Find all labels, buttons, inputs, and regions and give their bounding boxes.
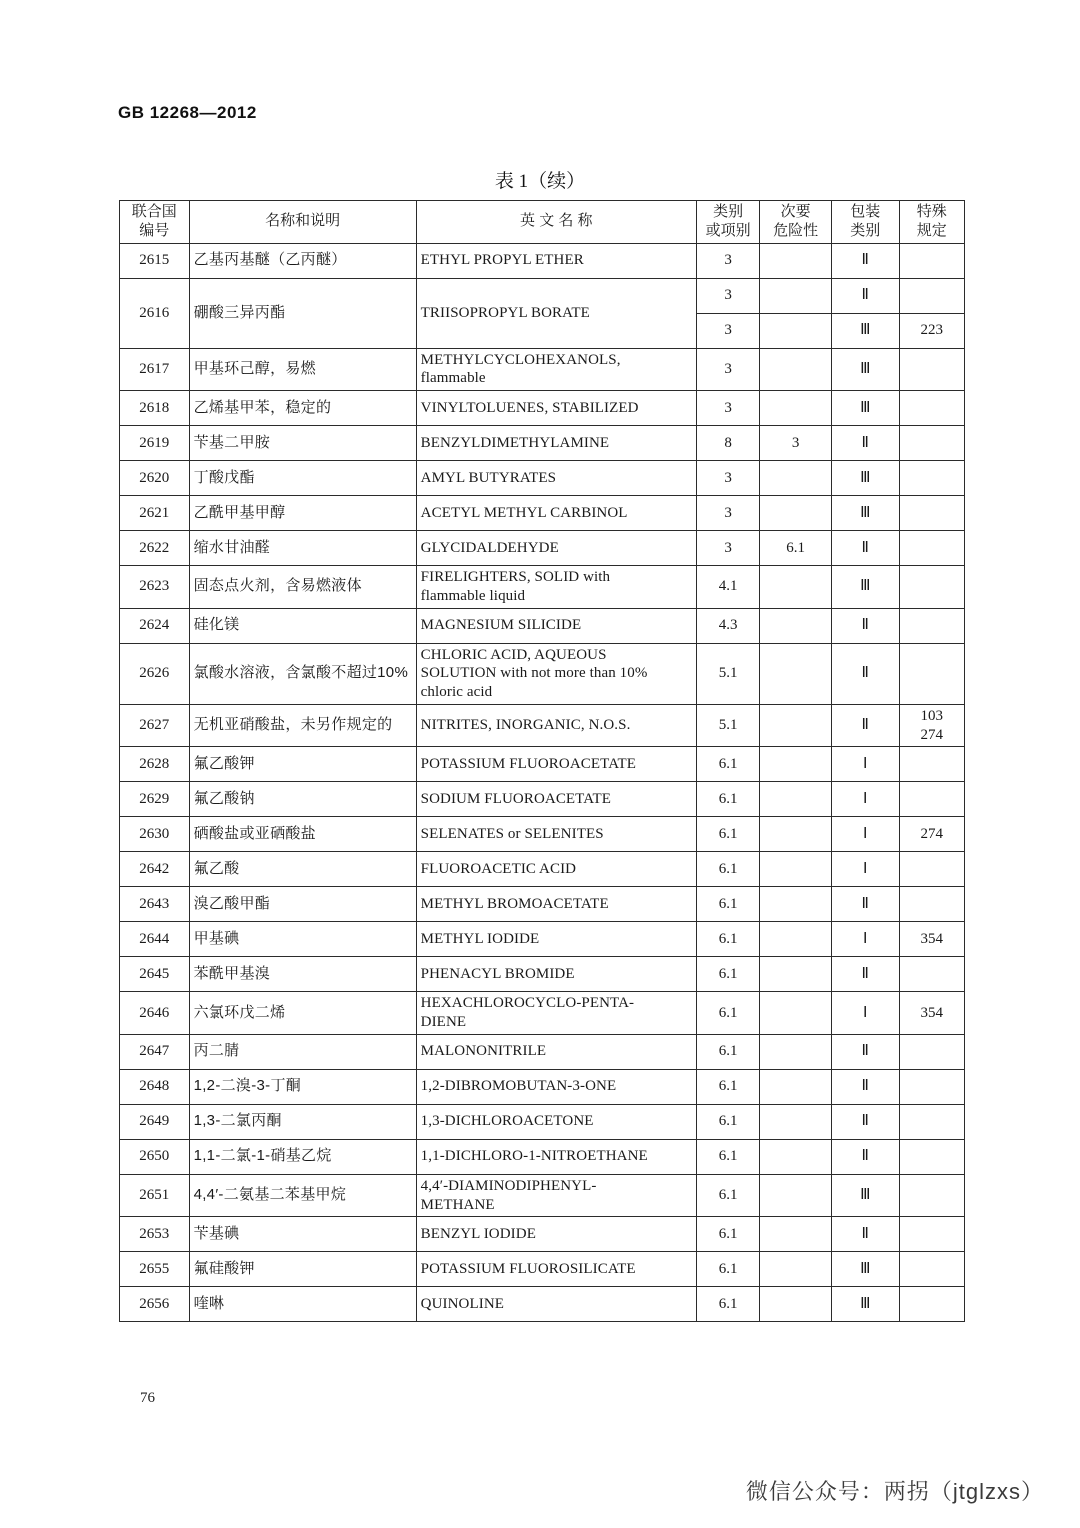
cell-un-number: 2630 — [120, 817, 190, 852]
cell-packing-group: Ⅱ — [831, 278, 899, 313]
cell-packing-group: Ⅲ — [831, 348, 899, 391]
cell-special-provisions: 354 — [899, 992, 965, 1035]
cell-un-number: 2656 — [120, 1287, 190, 1322]
column-header-special-provisions-line1: 特殊 — [916, 203, 947, 220]
cell-name-en-line1: HEXACHLOROCYCLO-PENTA- — [420, 995, 635, 1012]
table-row — [120, 922, 965, 957]
column-header-special-provisions — [899, 201, 965, 244]
column-header-packing-group-line2: 类别 — [850, 221, 881, 239]
cell-class: 6.1 — [696, 1069, 759, 1104]
table-header-row — [120, 201, 965, 244]
cell-un-number: 2615 — [120, 243, 190, 278]
cell-subsidiary-risk — [760, 1217, 832, 1252]
cell-name-en-line2: flammable liquid — [420, 587, 526, 604]
cell-special-provisions — [899, 243, 965, 278]
cell-special-provisions — [899, 496, 965, 531]
cell-name-cn: 1,2-二溴-3-丁酮 — [189, 1069, 416, 1104]
cell-class: 3 — [696, 531, 759, 566]
cell-class: 6.1 — [696, 922, 759, 957]
cell-name-en-line1: 4,4′-DIAMINODIPHENYL- — [420, 1177, 597, 1194]
cell-class: 6.1 — [696, 747, 759, 782]
cell-name-cn: 苯酰甲基溴 — [189, 957, 416, 992]
table-row — [120, 817, 965, 852]
cell-class: 6.1 — [696, 1287, 759, 1322]
cell-class: 6.1 — [696, 1252, 759, 1287]
cell-name-cn: 无机亚硝酸盐，未另作规定的 — [189, 704, 416, 747]
cell-name-cn: 六氯环戊二烯 — [189, 992, 416, 1035]
cell-name-cn: 甲基碘 — [189, 922, 416, 957]
cell-subsidiary-risk — [760, 1252, 832, 1287]
cell-name-en: VINYLTOLUENES, STABILIZED — [416, 391, 696, 426]
cell-name-en: BENZYLDIMETHYLAMINE — [416, 426, 696, 461]
table-row — [120, 391, 965, 426]
cell-un-number: 2653 — [120, 1217, 190, 1252]
cell-name-cn: 氟硅酸钾 — [189, 1252, 416, 1287]
table-row — [120, 496, 965, 531]
cell-packing-group: Ⅱ — [831, 704, 899, 747]
cell-subsidiary-risk — [760, 704, 832, 747]
table-row — [120, 782, 965, 817]
column-header-name-en — [416, 201, 696, 244]
cell-class: 3 — [696, 461, 759, 496]
cell-class: 6.1 — [696, 852, 759, 887]
cell-name-cn: 硅化镁 — [189, 608, 416, 643]
table-row — [120, 426, 965, 461]
cell-name-en-line2: flammable — [420, 370, 486, 387]
cell-name-en-line3: chloric acid — [420, 684, 493, 700]
cell-subsidiary-risk — [760, 566, 832, 609]
cell-special-provisions-line2: 274 — [920, 726, 943, 743]
table-row — [120, 852, 965, 887]
table-row — [120, 1139, 965, 1174]
cell-un-number: 2646 — [120, 992, 190, 1035]
cell-un-number: 2629 — [120, 782, 190, 817]
cell-class: 5.1 — [696, 643, 759, 704]
cell-un-number: 2617 — [120, 348, 190, 391]
cell-packing-group: Ⅱ — [831, 243, 899, 278]
cell-un-number: 2650 — [120, 1139, 190, 1174]
cell-subsidiary-risk: 6.1 — [760, 531, 832, 566]
cell-subsidiary-risk — [760, 608, 832, 643]
cell-subsidiary-risk — [760, 1034, 832, 1069]
cell-special-provisions — [899, 1104, 965, 1139]
cell-packing-group: Ⅲ — [831, 496, 899, 531]
cell-name-cn: 甲基环己醇，易燃 — [189, 348, 416, 391]
cell-name-en: PHENACYL BROMIDE — [416, 957, 696, 992]
cell-name-en: POTASSIUM FLUOROSILICATE — [416, 1252, 696, 1287]
dangerous-goods-table-wrapper — [119, 200, 965, 1322]
cell-name-cn: 乙基丙基醚（乙丙醚） — [189, 243, 416, 278]
cell-special-provisions — [899, 782, 965, 817]
cell-name-en: BENZYL IODIDE — [416, 1217, 696, 1252]
cell-name-cn: 氟乙酸钾 — [189, 747, 416, 782]
cell-special-provisions — [899, 531, 965, 566]
table-row — [120, 278, 965, 313]
cell-name-en-line1: METHYLCYCLOHEXANOLS, — [420, 351, 621, 368]
watermark: 微信公众号：两拐（jtglzxs） — [745, 1479, 1044, 1504]
cell-name-en-line2: SOLUTION with not more than 10% — [420, 665, 648, 682]
cell-name-cn: 1,1-二氯-1-硝基乙烷 — [189, 1139, 416, 1174]
cell-un-number: 2619 — [120, 426, 190, 461]
column-header-un-number-line1: 联合国 — [131, 203, 177, 220]
cell-un-number: 2618 — [120, 391, 190, 426]
cell-special-provisions — [899, 1034, 965, 1069]
table-row — [120, 566, 965, 609]
column-header-name-cn-line1: 名称和说明 — [265, 212, 341, 230]
cell-class: 6.1 — [696, 1174, 759, 1217]
cell-packing-group: Ⅱ — [831, 1034, 899, 1069]
cell-subsidiary-risk — [760, 348, 832, 391]
cell-packing-group: Ⅱ — [831, 1139, 899, 1174]
cell-subsidiary-risk — [760, 922, 832, 957]
cell-un-number: 2651 — [120, 1174, 190, 1217]
cell-packing-group: Ⅲ — [831, 1287, 899, 1322]
cell-class: 6.1 — [696, 1139, 759, 1174]
cell-un-number: 2628 — [120, 747, 190, 782]
cell-special-provisions — [899, 1252, 965, 1287]
cell-special-provisions — [899, 278, 965, 313]
cell-name-en: GLYCIDALDEHYDE — [416, 531, 696, 566]
column-header-subsidiary-risk — [760, 201, 832, 244]
column-header-un-number-line2: 编号 — [139, 221, 170, 239]
table-row — [120, 1287, 965, 1322]
cell-subsidiary-risk — [760, 278, 832, 313]
cell-name-en: NITRITES, INORGANIC, N.O.S. — [416, 704, 696, 747]
cell-class: 6.1 — [696, 887, 759, 922]
cell-packing-group: Ⅲ — [831, 566, 899, 609]
cell-un-number: 2648 — [120, 1069, 190, 1104]
table-row — [120, 643, 965, 704]
cell-name-en: MAGNESIUM SILICIDE — [416, 608, 696, 643]
table-row — [120, 1174, 965, 1217]
table-row — [120, 887, 965, 922]
cell-special-provisions — [899, 566, 965, 609]
cell-name-cn: 硼酸三异丙酯 — [189, 278, 416, 348]
standard-number: GB 12268—2012 — [118, 103, 257, 122]
table-row — [120, 243, 965, 278]
cell-special-provisions — [899, 391, 965, 426]
cell-un-number: 2643 — [120, 887, 190, 922]
cell-name-cn: 苄基碘 — [189, 1217, 416, 1252]
cell-class: 3 — [696, 391, 759, 426]
cell-packing-group: Ⅱ — [831, 1069, 899, 1104]
cell-special-provisions — [899, 1287, 965, 1322]
cell-subsidiary-risk — [760, 243, 832, 278]
cell-name-en: QUINOLINE — [416, 1287, 696, 1322]
cell-packing-group: Ⅱ — [831, 531, 899, 566]
cell-name-cn: 氯酸水溶液，含氯酸不超过10% — [189, 643, 416, 704]
column-header-class-line2: 或项别 — [705, 221, 751, 239]
cell-special-provisions — [899, 957, 965, 992]
cell-name-cn: 固态点火剂，含易燃液体 — [189, 566, 416, 609]
cell-subsidiary-risk — [760, 1139, 832, 1174]
cell-special-provisions — [899, 887, 965, 922]
cell-packing-group: Ⅲ — [831, 313, 899, 348]
table-row — [120, 747, 965, 782]
cell-subsidiary-risk — [760, 957, 832, 992]
cell-packing-group: Ⅰ — [831, 782, 899, 817]
cell-name-en: METHYL IODIDE — [416, 922, 696, 957]
cell-packing-group: Ⅰ — [831, 922, 899, 957]
cell-name-en: 1,1-DICHLORO-1-NITROETHANE — [416, 1139, 696, 1174]
cell-special-provisions — [899, 852, 965, 887]
cell-subsidiary-risk — [760, 782, 832, 817]
cell-special-provisions — [899, 608, 965, 643]
cell-special-provisions: 354 — [899, 922, 965, 957]
cell-class: 3 — [696, 278, 759, 313]
dangerous-goods-table — [119, 200, 965, 1322]
cell-subsidiary-risk — [760, 747, 832, 782]
cell-name-cn: 4,4′-二氨基二苯基甲烷 — [189, 1174, 416, 1217]
cell-packing-group: Ⅱ — [831, 1217, 899, 1252]
cell-un-number: 2624 — [120, 608, 190, 643]
cell-class: 6.1 — [696, 957, 759, 992]
cell-special-provisions — [899, 348, 965, 391]
cell-name-en: AMYL BUTYRATES — [416, 461, 696, 496]
cell-un-number: 2626 — [120, 643, 190, 704]
cell-name-cn: 缩水甘油醛 — [189, 531, 416, 566]
cell-special-provisions-line1: 103 — [920, 707, 943, 724]
cell-name-cn: 溴乙酸甲酯 — [189, 887, 416, 922]
cell-special-provisions — [899, 1069, 965, 1104]
cell-class: 3 — [696, 243, 759, 278]
cell-name-cn: 乙烯基甲苯，稳定的 — [189, 391, 416, 426]
cell-special-provisions — [899, 1217, 965, 1252]
column-header-class — [696, 201, 759, 244]
cell-name-en: 1,3-DICHLOROACETONE — [416, 1104, 696, 1139]
cell-un-number: 2649 — [120, 1104, 190, 1139]
cell-class: 3 — [696, 348, 759, 391]
table-body — [120, 243, 965, 1322]
column-header-packing-group-line1: 包装 — [850, 203, 881, 220]
cell-special-provisions — [899, 704, 965, 747]
table-row — [120, 957, 965, 992]
cell-name-en: 1,2-DIBROMOBUTAN-3-ONE — [416, 1069, 696, 1104]
column-header-subsidiary-risk-line2: 危险性 — [773, 221, 819, 239]
cell-class: 6.1 — [696, 1034, 759, 1069]
cell-un-number: 2622 — [120, 531, 190, 566]
cell-subsidiary-risk — [760, 643, 832, 704]
table-row — [120, 1034, 965, 1069]
column-header-subsidiary-risk-line1: 次要 — [780, 203, 811, 220]
cell-special-provisions — [899, 461, 965, 496]
cell-name-en: FLUOROACETIC ACID — [416, 852, 696, 887]
cell-packing-group: Ⅱ — [831, 957, 899, 992]
cell-special-provisions: 223 — [899, 313, 965, 348]
table-row — [120, 1069, 965, 1104]
cell-packing-group: Ⅱ — [831, 643, 899, 704]
table-row — [120, 992, 965, 1035]
table-row — [120, 348, 965, 391]
cell-name-cn: 丙二腈 — [189, 1034, 416, 1069]
column-header-name-cn — [189, 201, 416, 244]
cell-name-cn: 硒酸盐或亚硒酸盐 — [189, 817, 416, 852]
cell-name-en — [416, 348, 696, 391]
cell-class: 3 — [696, 496, 759, 531]
table-row — [120, 461, 965, 496]
cell-packing-group: Ⅱ — [831, 1104, 899, 1139]
cell-subsidiary-risk — [760, 313, 832, 348]
cell-class: 6.1 — [696, 817, 759, 852]
table-row — [120, 1252, 965, 1287]
cell-name-cn: 苄基二甲胺 — [189, 426, 416, 461]
cell-name-cn: 氟乙酸钠 — [189, 782, 416, 817]
column-header-un-number — [120, 201, 190, 244]
table-row — [120, 704, 965, 747]
cell-class: 8 — [696, 426, 759, 461]
cell-packing-group: Ⅰ — [831, 852, 899, 887]
cell-name-en — [416, 992, 696, 1035]
cell-name-en: SODIUM FLUOROACETATE — [416, 782, 696, 817]
cell-packing-group: Ⅱ — [831, 426, 899, 461]
cell-subsidiary-risk — [760, 1104, 832, 1139]
table-row — [120, 531, 965, 566]
column-header-name-en-line1: 英 文 名 称 — [520, 212, 593, 230]
cell-class: 6.1 — [696, 782, 759, 817]
cell-name-en-line2: METHANE — [420, 1196, 495, 1213]
table-row — [120, 1104, 965, 1139]
cell-class: 6.1 — [696, 1217, 759, 1252]
cell-special-provisions — [899, 1139, 965, 1174]
cell-un-number: 2616 — [120, 278, 190, 348]
cell-packing-group: Ⅰ — [831, 817, 899, 852]
cell-subsidiary-risk: 3 — [760, 426, 832, 461]
cell-name-en — [416, 566, 696, 609]
cell-un-number: 2627 — [120, 704, 190, 747]
cell-packing-group: Ⅲ — [831, 1252, 899, 1287]
cell-packing-group: Ⅱ — [831, 608, 899, 643]
cell-class: 5.1 — [696, 704, 759, 747]
column-header-packing-group — [831, 201, 899, 244]
cell-un-number: 2655 — [120, 1252, 190, 1287]
table-caption: 表 1（续） — [494, 171, 586, 192]
cell-special-provisions — [899, 1174, 965, 1217]
cell-subsidiary-risk — [760, 496, 832, 531]
cell-name-en: TRIISOPROPYL BORATE — [416, 278, 696, 348]
cell-class: 6.1 — [696, 1104, 759, 1139]
cell-class: 6.1 — [696, 992, 759, 1035]
cell-name-en-line2: DIENE — [420, 1014, 467, 1030]
page-number: 76 — [140, 1390, 155, 1406]
cell-subsidiary-risk — [760, 992, 832, 1035]
cell-name-en-line1: FIRELIGHTERS, SOLID with — [420, 569, 611, 585]
cell-packing-group: Ⅱ — [831, 887, 899, 922]
cell-class: 4.3 — [696, 608, 759, 643]
cell-packing-group: Ⅲ — [831, 461, 899, 496]
cell-class: 4.1 — [696, 566, 759, 609]
cell-name-en: SELENATES or SELENITES — [416, 817, 696, 852]
cell-name-en — [416, 1174, 696, 1217]
cell-name-cn: 乙酰甲基甲醇 — [189, 496, 416, 531]
cell-name-cn: 氟乙酸 — [189, 852, 416, 887]
cell-subsidiary-risk — [760, 1174, 832, 1217]
cell-subsidiary-risk — [760, 887, 832, 922]
cell-subsidiary-risk — [760, 1287, 832, 1322]
cell-un-number: 2645 — [120, 957, 190, 992]
cell-name-cn: 1,3-二氯丙酮 — [189, 1104, 416, 1139]
cell-un-number: 2644 — [120, 922, 190, 957]
cell-special-provisions — [899, 426, 965, 461]
cell-class: 3 — [696, 313, 759, 348]
cell-subsidiary-risk — [760, 391, 832, 426]
cell-packing-group: Ⅲ — [831, 1174, 899, 1217]
column-header-class-line1: 类别 — [713, 203, 744, 220]
cell-special-provisions: 274 — [899, 817, 965, 852]
cell-name-cn: 喹啉 — [189, 1287, 416, 1322]
cell-un-number: 2623 — [120, 566, 190, 609]
cell-subsidiary-risk — [760, 461, 832, 496]
cell-packing-group: Ⅰ — [831, 747, 899, 782]
cell-name-en: ACETYL METHYL CARBINOL — [416, 496, 696, 531]
cell-un-number: 2647 — [120, 1034, 190, 1069]
cell-name-cn: 丁酸戊酯 — [189, 461, 416, 496]
cell-subsidiary-risk — [760, 817, 832, 852]
cell-subsidiary-risk — [760, 1069, 832, 1104]
cell-un-number: 2642 — [120, 852, 190, 887]
table-header — [120, 201, 965, 244]
cell-name-en — [416, 643, 696, 704]
cell-name-en: METHYL BROMOACETATE — [416, 887, 696, 922]
cell-name-en: ETHYL PROPYL ETHER — [416, 243, 696, 278]
cell-packing-group: Ⅰ — [831, 992, 899, 1035]
cell-un-number: 2621 — [120, 496, 190, 531]
cell-packing-group: Ⅲ — [831, 391, 899, 426]
cell-special-provisions — [899, 643, 965, 704]
cell-special-provisions — [899, 747, 965, 782]
cell-un-number: 2620 — [120, 461, 190, 496]
cell-name-en-line1: CHLORIC ACID, AQUEOUS — [420, 646, 607, 663]
cell-name-en: MALONONITRILE — [416, 1034, 696, 1069]
cell-name-en: POTASSIUM FLUOROACETATE — [416, 747, 696, 782]
column-header-special-provisions-line2: 规定 — [916, 221, 947, 239]
table-row — [120, 1217, 965, 1252]
cell-subsidiary-risk — [760, 852, 832, 887]
table-row — [120, 608, 965, 643]
